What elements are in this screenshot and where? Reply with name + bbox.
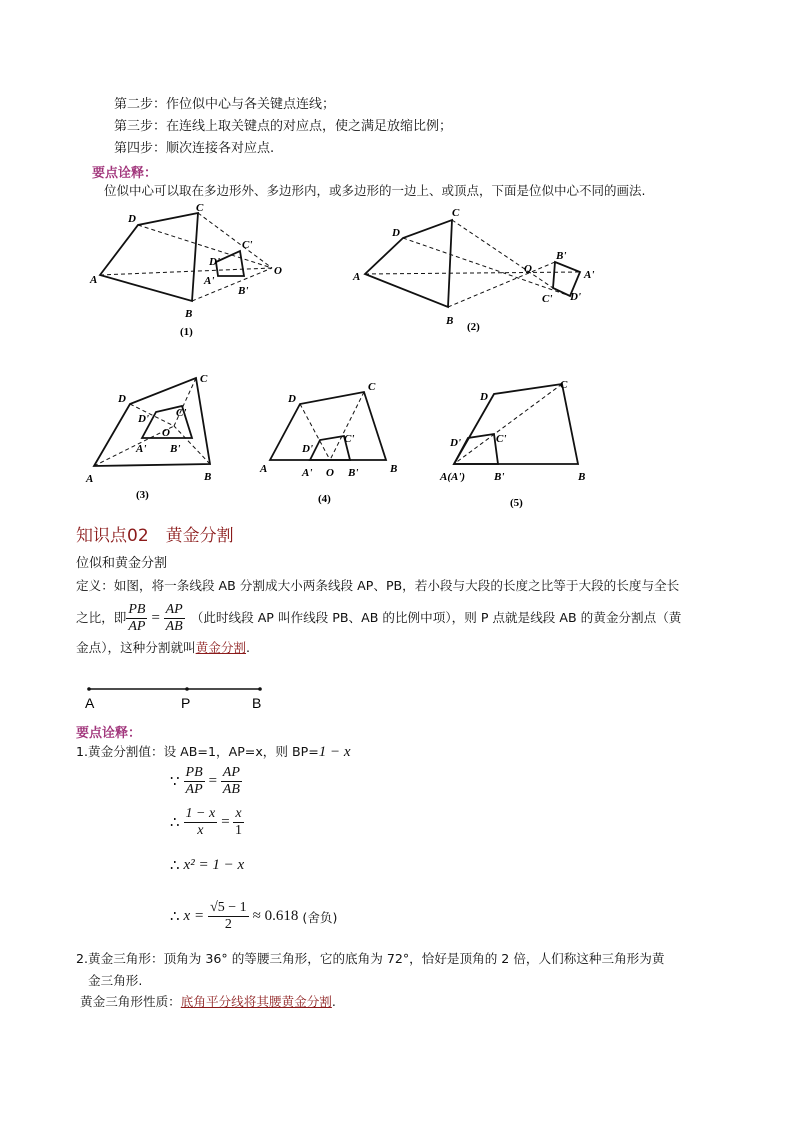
pt-Ap: A' (204, 275, 215, 287)
item-2-line-1: 2.黄金三角形：顶角为 36° 的等腰三角形，它的底角为 72°，恰好是顶角的 2 倍，人们称这种三角形为黄 (76, 951, 665, 966)
fraction-AP-AB: $\frac{AP}{AB}$ (165, 601, 183, 634)
caption-4: (4) (318, 493, 331, 505)
pt-Ap: A' (302, 467, 313, 479)
pt-A: A (90, 274, 98, 286)
pt-O: O (524, 263, 532, 275)
pt-B: B (185, 308, 193, 320)
pt-Cp: C' (344, 433, 355, 445)
pt-O: O (274, 265, 282, 277)
caption-2: (2) (467, 321, 480, 333)
pt-Cp: C' (242, 239, 253, 251)
caption-5: (5) (510, 497, 523, 509)
pt-A: A (260, 463, 268, 475)
pt-Dp: D' (302, 443, 313, 455)
pt-D: D (392, 227, 400, 239)
pt-C: C (368, 381, 376, 393)
pt-O: O (162, 427, 170, 439)
definition-line-1: 定义：如图，将一条线段 AB 分割成大小两条线段 AP、PB，若小段与大段的长度之比等于大段的长度与全长 (76, 578, 680, 593)
pt-C: C (452, 207, 460, 219)
pt-Dp: D' (450, 437, 461, 449)
golden-ratio-term: 黄金分割 (195, 640, 247, 655)
pt-Bp: B' (494, 471, 505, 483)
figure-1 (88, 200, 298, 340)
pt-AAp: A(A') (440, 471, 466, 483)
step-4: 第四步：顺次连接各对应点. (114, 141, 275, 156)
seg-B: B (252, 695, 262, 711)
property-term: 底角平分线将其腰黄金分割 (180, 994, 332, 1009)
item-2-line-2: 金三角形. (88, 973, 143, 988)
figure-4 (258, 376, 408, 516)
quad-ABCD (454, 384, 578, 464)
caption-3: (3) (136, 489, 149, 501)
derivation-2: ∴ $\frac{1 - x}{x}$ = $\frac{x}{1}$ (170, 805, 242, 838)
seg-A: A (85, 695, 95, 711)
pt-Bp: B' (348, 467, 359, 479)
quad-ABCD (94, 378, 210, 466)
definition-line-2 (76, 600, 681, 636)
section-subtitle: 位似和黄金分割 (76, 556, 168, 571)
pt-B: B (204, 471, 212, 483)
figure-3 (84, 368, 224, 508)
seg-P: P (181, 695, 191, 711)
pt-D: D (480, 391, 488, 403)
quad-ABCD (100, 213, 198, 301)
pt-A: A (353, 271, 361, 283)
pt-Ap: A' (584, 269, 595, 281)
pt-Bp: B' (170, 443, 181, 455)
step-2: 第二步：作位似中心与各关键点连线； (114, 97, 336, 112)
pt-Ap: A' (136, 443, 147, 455)
pt-C: C (560, 379, 568, 391)
pt-A: A (86, 473, 94, 485)
item-1: 1.黄金分割值：设 AB=1，AP=x，则 BP=1 − x (76, 744, 351, 760)
pt-O: O (326, 467, 334, 479)
figure-2 (350, 200, 610, 340)
note-label-2: 要点诠释： (76, 726, 142, 741)
definition-line-3: 金点），这种分割就叫黄金分割. (76, 640, 251, 655)
pt-C: C (200, 373, 208, 385)
equals-sign: = (150, 610, 161, 626)
definition-text: 之比，即 (76, 610, 127, 625)
quad-ABCD (365, 220, 452, 307)
pt-D: D (128, 213, 136, 225)
derivation-4: ∴ x = $\frac{√5 - 1}{2}$ ≈ 0.618 (舍负) (170, 899, 338, 932)
pt-Cp: C' (176, 407, 187, 419)
note-text-1: 位似中心可以取在多边形外、多边形内，或多边形的一边上、或顶点，下面是位似中心不同的画法. (104, 183, 646, 198)
quad-image (216, 251, 244, 276)
pt-D: D (118, 393, 126, 405)
pt-B: B (446, 315, 454, 327)
pt-Bp: B' (556, 250, 567, 262)
step-3: 第三步：在连线上取关键点的对应点，使之满足放缩比例； (114, 119, 453, 134)
pt-B: B (390, 463, 398, 475)
item-2-property: 黄金三角形性质：底角平分线将其腰黄金分割. (80, 994, 336, 1009)
pt-C: C (196, 202, 204, 214)
pt-Dp: D' (138, 413, 149, 425)
derivation-3: ∴ x² = 1 − x (170, 857, 245, 874)
note-label-1: 要点诠释： (92, 166, 158, 181)
fraction-PB-AP: $\frac{PB}{AP}$ (128, 601, 146, 634)
pt-Bp: B' (238, 285, 249, 297)
definition-text-cont: （此时线段 AP 叫作线段 PB、AB 的比例中项），则 P 点就是线段 AB 的黄金分割点（黄 (190, 610, 682, 625)
caption-1: (1) (180, 326, 193, 338)
pt-Dp: D' (209, 256, 220, 268)
pt-D: D (288, 393, 296, 405)
pt-B: B (578, 471, 586, 483)
derivation-1: ∵ $\frac{PB}{AP}$ = $\frac{AP}{AB}$ (170, 764, 240, 797)
pt-Cp: C' (496, 433, 507, 445)
pt-Cp: C' (542, 293, 553, 305)
figure-5 (436, 372, 606, 512)
section-heading: 知识点02 黄金分割 (76, 526, 234, 546)
pt-Dp: D' (570, 291, 581, 303)
segment-figure (82, 682, 272, 712)
